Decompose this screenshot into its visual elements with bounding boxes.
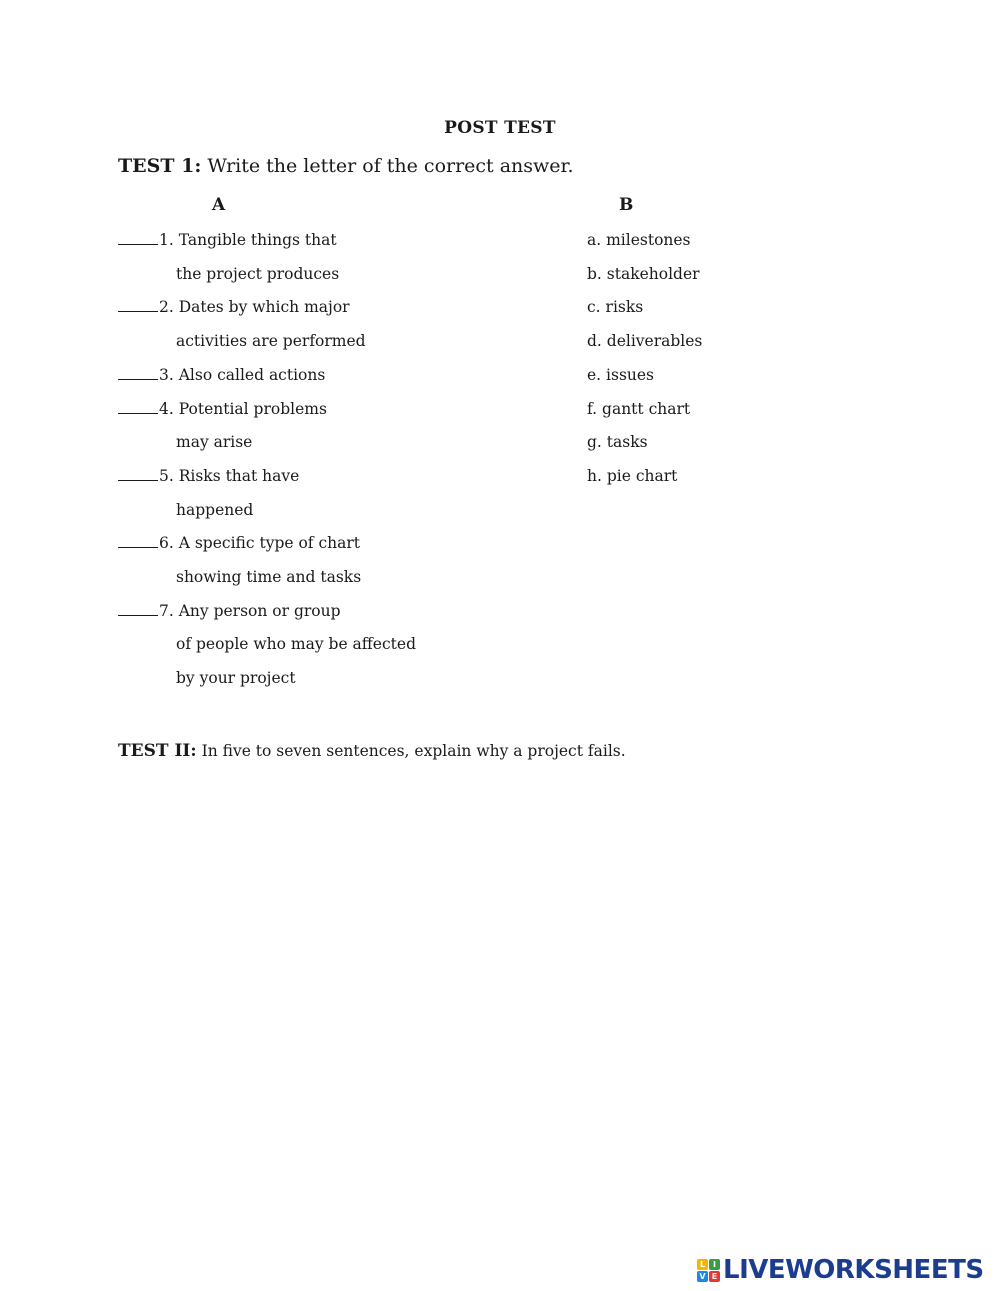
choice-d: d. deliverables xyxy=(587,332,703,351)
test2-heading xyxy=(118,741,626,761)
item-7 xyxy=(118,601,341,621)
item-text: 4. Potential problems xyxy=(159,399,327,418)
item-text: 5. Risks that have xyxy=(159,466,300,485)
logo-mark-letter: V xyxy=(697,1271,708,1282)
choice-b: b. stakeholder xyxy=(587,264,700,283)
logo-mark-letter: L xyxy=(697,1259,708,1270)
item-5-continuation: happened xyxy=(176,500,254,519)
logo-mark-icon xyxy=(697,1259,720,1282)
test2-label: TEST II: xyxy=(118,741,197,761)
answer-blank-5[interactable] xyxy=(118,466,158,481)
liveworksheets-logo xyxy=(697,1255,984,1285)
choice-e: e. issues xyxy=(587,365,655,384)
test1-label: TEST 1: xyxy=(118,155,202,177)
item-text: 1. Tangible things that xyxy=(159,231,337,249)
item-4-continuation: may arise xyxy=(176,433,253,452)
choice-c: c. risks xyxy=(587,298,644,317)
item-2 xyxy=(118,297,350,317)
item-2-continuation: activities are performed xyxy=(176,332,366,351)
answer-blank-4[interactable] xyxy=(118,399,158,414)
answer-blank-3[interactable] xyxy=(118,365,158,380)
item-7-continuation: of people who may be affected xyxy=(176,635,416,654)
item-6-continuation: showing time and tasks xyxy=(176,568,362,586)
page-title: POST TEST xyxy=(444,118,556,138)
column-a-header: A xyxy=(212,195,226,215)
item-4 xyxy=(118,399,327,419)
answer-blank-7[interactable] xyxy=(118,601,158,616)
item-3 xyxy=(118,365,325,385)
logo-mark-letter: E xyxy=(709,1271,720,1282)
logo-text: LIVEWORKSHEETS xyxy=(723,1255,984,1285)
item-text: 3. Also called actions xyxy=(159,365,326,384)
logo-mark-letter: I xyxy=(709,1259,720,1270)
item-1-continuation: the project produces xyxy=(176,264,340,283)
column-b-header: B xyxy=(619,195,634,215)
item-text: 2. Dates by which major xyxy=(159,298,350,317)
test1-instruction: Write the letter of the correct answer. xyxy=(207,155,574,177)
answer-blank-1[interactable] xyxy=(118,230,158,245)
choice-h: h. pie chart xyxy=(587,466,678,485)
item-6 xyxy=(118,533,360,553)
choice-f: f. gantt chart xyxy=(587,399,691,418)
choice-g: g. tasks xyxy=(587,433,648,452)
test2-instruction: In five to seven sentences, explain why a project fails. xyxy=(201,742,626,760)
item-1 xyxy=(118,230,337,250)
item-text: 6. A specific type of chart xyxy=(159,534,361,553)
test1-heading xyxy=(118,155,574,177)
choice-a: a. milestones xyxy=(587,231,691,249)
item-7-continuation: by your project xyxy=(176,669,296,688)
item-5 xyxy=(118,466,299,486)
item-text: 7. Any person or group xyxy=(159,601,341,620)
answer-blank-2[interactable] xyxy=(118,297,158,312)
answer-blank-6[interactable] xyxy=(118,533,158,548)
